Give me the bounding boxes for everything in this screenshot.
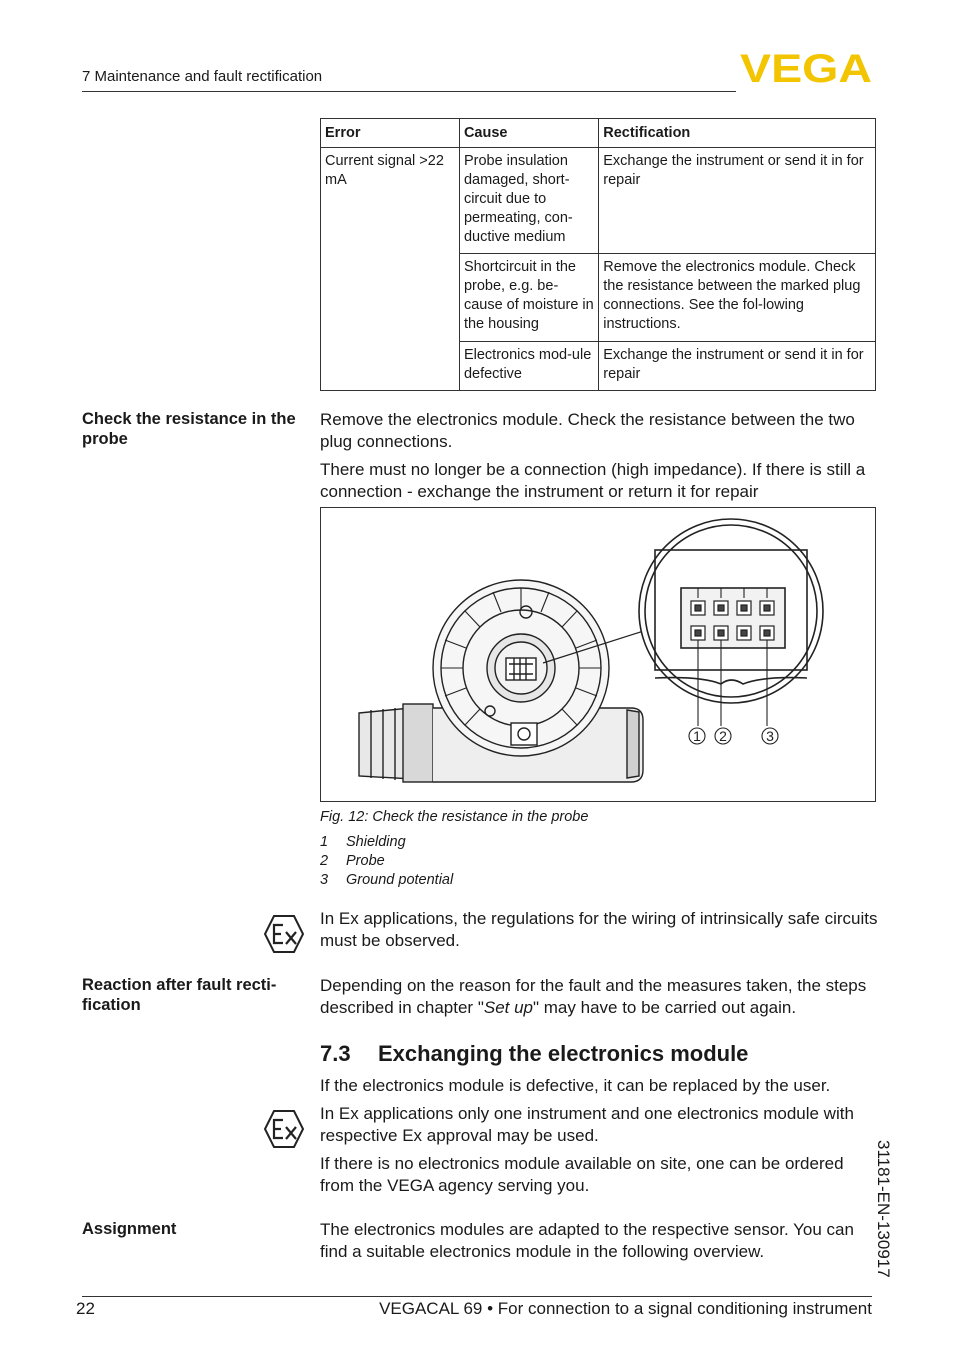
legend-number: 3 — [320, 872, 329, 888]
reaction-paragraph — [320, 975, 880, 1019]
side-label-check-resistance: Check the resistance in the probe — [82, 410, 296, 448]
chapter-reference: Set up — [483, 998, 534, 1017]
legend-text: Shielding — [346, 834, 406, 850]
table-row — [321, 148, 876, 254]
ex-hexagon-icon — [263, 1109, 305, 1149]
reaction-text-after: " may have to be carried out again. — [533, 998, 797, 1017]
column-header-error: Error — [321, 119, 460, 148]
footer-title: VEGACAL 69 • For connection to a signal conditioning instrument — [379, 1299, 872, 1318]
legend-item — [320, 871, 453, 890]
section-title: Exchanging the electronics module — [378, 1041, 749, 1066]
legend-item — [320, 833, 406, 852]
vega-logo — [740, 50, 872, 86]
assignment-paragraph: The electronics modules are adapted to the respective sensor. You can find a suitable electronics module in the following overview. — [320, 1220, 854, 1261]
ex-note-wiring: In Ex applications, the regulations for the wiring of intrinsically safe circuits must be observed. — [320, 909, 878, 950]
section-paragraph-2: In Ex applications only one instrument and one electronics module with respective Ex approval may be used. — [320, 1104, 854, 1145]
legend-text: Ground potential — [346, 872, 454, 888]
section-paragraph-1: If the electronics module is defective, it can be replaced by the user. — [320, 1076, 831, 1095]
footer-rule — [82, 1296, 872, 1297]
side-label-reaction: Reaction after fault recti-fication — [82, 976, 277, 1014]
section-heading — [320, 1041, 748, 1067]
reaction-text-before: Depending on the reason for the fault and the measures taken, the steps described in chapter " — [320, 976, 867, 1017]
error-cell: Current signal >22 mA — [321, 148, 460, 391]
legend-item — [320, 852, 385, 871]
error-table — [320, 118, 876, 391]
column-header-rectification: Rectification — [599, 119, 876, 148]
legend-number: 1 — [320, 834, 329, 850]
check-paragraph-2: There must no longer be a connection (high impedance). If there is still a connection - exchange the instrument or return it for repair — [320, 460, 866, 501]
header-rule — [82, 91, 736, 92]
side-label-assignment: Assignment — [82, 1220, 177, 1238]
table-header-row — [321, 119, 876, 148]
figure-caption: Fig. 12: Check the resistance in the probe — [320, 809, 589, 825]
document-code: 31181-EN-130917 — [874, 1140, 893, 1278]
probe-wiring-drawing — [321, 508, 875, 801]
rectification-cell: Exchange the instrument or send it in for repair — [599, 342, 876, 391]
check-paragraph-1: Remove the electronics module. Check the resistance between the two plug connections. — [320, 410, 855, 451]
section-number: 7.3 — [320, 1041, 351, 1066]
section-paragraph-3: If there is no electronics module available on site, one can be ordered from the VEGA agency serving you. — [320, 1154, 844, 1195]
cause-cell: Electronics mod-ule defective — [459, 342, 598, 391]
figure-frame — [320, 507, 876, 802]
marker-1: 1 — [693, 728, 701, 744]
running-header: 7 Maintenance and fault rectification — [82, 68, 323, 85]
marker-3: 3 — [766, 728, 774, 744]
column-header-cause: Cause — [459, 119, 598, 148]
logo-text: VEGA — [740, 50, 872, 86]
cause-cell: Shortcircuit in the probe, e.g. be-cause of moisture in the housing — [459, 254, 598, 342]
page-number: 22 — [76, 1299, 95, 1318]
rectification-cell: Exchange the instrument or send it in for repair — [599, 148, 876, 254]
marker-2: 2 — [719, 728, 727, 744]
rectification-cell: Remove the electronics module. Check the resistance between the marked plug connections. See the fol-lowing instructions. — [599, 254, 876, 342]
ex-hexagon-icon — [263, 914, 305, 954]
legend-text: Probe — [346, 853, 385, 869]
legend-number: 2 — [320, 853, 329, 869]
cause-cell: Probe insulation damaged, short-circuit due to permeating, con-ductive medium — [459, 148, 598, 254]
